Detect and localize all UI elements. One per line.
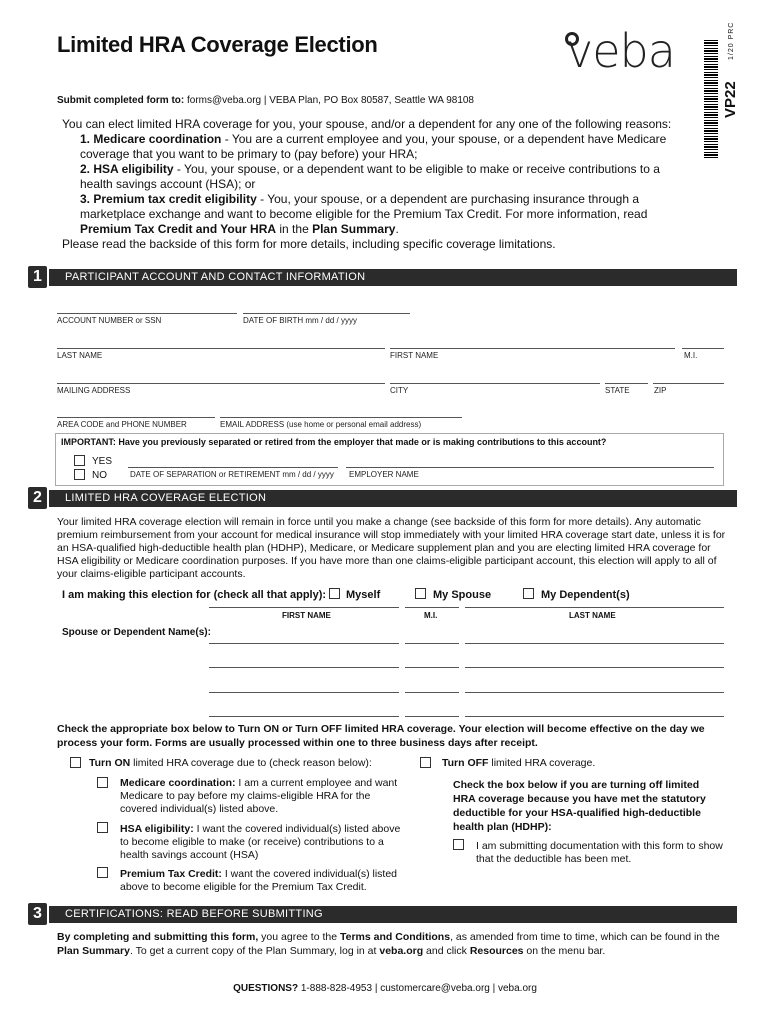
- first-name-field[interactable]: [390, 348, 675, 349]
- reason-text: - You, your spouse, or a dependent want to be eligible to make or receive contributions to a health savings account (HSA); or: [80, 162, 660, 191]
- last-name-label: LAST NAME: [57, 351, 103, 360]
- cert-text: you agree to the: [258, 931, 340, 943]
- form-code: VP22: [722, 81, 739, 118]
- turn-off-checkbox[interactable]: [420, 757, 431, 768]
- cert-bold: By completing and submitting this form,: [57, 931, 259, 943]
- phone-field[interactable]: [57, 417, 215, 418]
- account-number-field[interactable]: [57, 313, 237, 314]
- turn-off-label: [442, 757, 595, 769]
- deductible-met-label: I am submitting documentation with this form to show that the deductible has been met.: [476, 840, 723, 865]
- reason-link-text: Premium Tax Credit and Your HRA: [80, 222, 277, 236]
- turn-on-bold: Turn ON: [89, 757, 131, 769]
- form-revision: 1/20 PRC: [728, 21, 735, 60]
- barcode-icon: [704, 40, 718, 158]
- reason-item: [80, 192, 692, 237]
- submit-instructions: [57, 95, 474, 106]
- footer-contact: [0, 983, 770, 994]
- election-paragraph: Your limited HRA coverage election will remain in force until you make a change (see backside of this form for more details). Any automatic premium reimbursement from your account for medical insurance will stop immediately with your limited HRA coverage start date, unless it is for an HSA-qualified high-deductible health plan (HDHP), Medicare, or Medicare supplement plan and you are electing limited HRA coverage for HSA eligibility or Medicare coordination purposes. If you have more than one claims-eligible participant account, this election will apply to all of your claims-eligible participant accounts.: [57, 516, 726, 580]
- medicare-coordination-reason: [120, 777, 410, 816]
- turn-off-text: limited HRA coverage.: [488, 757, 596, 769]
- veba-logo: [560, 24, 680, 78]
- reason-title: Premium tax credit eligibility: [93, 192, 257, 206]
- turn-on-label: [89, 757, 372, 769]
- mailing-address-field[interactable]: [57, 383, 385, 384]
- city-field[interactable]: [390, 383, 600, 384]
- employer-name-field[interactable]: [346, 467, 714, 468]
- check-instruction: Check the appropriate box below to Turn ON or Turn OFF limited HRA coverage. Your election will become effective on the day we process your form. Forms are usually processed within one to three business days after receipt.: [57, 723, 705, 749]
- no-label: NO: [92, 470, 107, 481]
- turn-on-checkbox[interactable]: [70, 757, 81, 768]
- dependent-mi-field[interactable]: [405, 643, 459, 644]
- reason-number: 3.: [80, 192, 91, 206]
- dob-label: DATE OF BIRTH mm / dd / yyyy: [243, 316, 357, 325]
- dependent-mi-field[interactable]: [405, 692, 459, 693]
- section-number: 1: [28, 266, 47, 288]
- election-for-label: I am making this election for (check all that apply):: [62, 589, 327, 601]
- city-label: CITY: [390, 386, 409, 395]
- first-name-column-header: FIRST NAME: [282, 611, 331, 620]
- section-header: PARTICIPANT ACCOUNT AND CONTACT INFORMATION: [49, 269, 737, 286]
- premium-tax-credit-checkbox[interactable]: [97, 867, 108, 878]
- email-label: EMAIL ADDRESS (use home or personal email address): [220, 420, 422, 429]
- myself-checkbox[interactable]: [329, 588, 340, 599]
- dependents-label: My Dependent(s): [541, 589, 630, 601]
- contact-info: 1-888-828-4953 | customercare@veba.org | veba.org: [300, 983, 537, 994]
- hsa-eligibility-reason: [120, 823, 410, 862]
- name-column-rule: [465, 607, 724, 608]
- account-number-label: ACCOUNT NUMBER or SSN: [57, 316, 162, 325]
- last-name-column-header: LAST NAME: [569, 611, 616, 620]
- medicare-coordination-checkbox[interactable]: [97, 777, 108, 788]
- reason-text-tail: in the: [276, 222, 313, 236]
- certification-text: [57, 930, 727, 958]
- dependent-last-name-field[interactable]: [465, 692, 724, 693]
- first-name-label: FIRST NAME: [390, 351, 439, 360]
- dob-field[interactable]: [243, 313, 410, 314]
- page-title: Limited HRA Coverage Election: [57, 32, 378, 57]
- hsa-eligibility-checkbox[interactable]: [97, 822, 108, 833]
- dependent-first-name-field[interactable]: [209, 667, 399, 668]
- terms-and-conditions-text: Terms and Conditions: [340, 931, 451, 943]
- reason-title: Premium Tax Credit:: [120, 868, 222, 880]
- reason-number: 2.: [80, 162, 91, 176]
- section-number: 3: [28, 903, 47, 925]
- name-column-rule: [209, 607, 399, 608]
- mi-column-header: M.I.: [424, 611, 438, 620]
- myself-label: Myself: [346, 589, 381, 601]
- reason-title: HSA eligibility: [93, 162, 174, 176]
- dependent-last-name-field[interactable]: [465, 667, 724, 668]
- yes-label: YES: [92, 456, 113, 467]
- employer-name-label: EMPLOYER NAME: [349, 470, 419, 479]
- veba-org-text: veba.org: [379, 945, 424, 957]
- reason-item: [80, 132, 692, 162]
- dependent-mi-field[interactable]: [405, 667, 459, 668]
- reason-text: I want the covered individual(s) listed above to become eligible to make (or receive) contributions to a health savings account (HSA): [120, 823, 401, 861]
- turn-off-instruction: Check the box below if you are turning off limited HRA coverage because you have met the statutory deductible for your HSA-qualified high-deductible health plan (HDHP):: [453, 779, 706, 833]
- turn-on-text: limited HRA coverage due to (check reason below):: [130, 757, 372, 769]
- mailing-address-label: MAILING ADDRESS: [57, 386, 131, 395]
- cert-text: and click: [423, 945, 470, 957]
- premium-tax-credit-reason: [120, 868, 410, 894]
- zip-field[interactable]: [653, 383, 724, 384]
- state-field[interactable]: [605, 383, 648, 384]
- dependent-first-name-field[interactable]: [209, 643, 399, 644]
- email-field[interactable]: [220, 417, 462, 418]
- reason-title: Medicare coordination: [93, 132, 222, 146]
- last-name-field[interactable]: [57, 348, 385, 349]
- dependent-first-name-field[interactable]: [209, 716, 399, 717]
- reason-item: [80, 162, 692, 192]
- dependent-mi-field[interactable]: [405, 716, 459, 717]
- dependents-checkbox[interactable]: [523, 588, 534, 599]
- spouse-checkbox[interactable]: [415, 588, 426, 599]
- plan-summary-text: Plan Summary: [57, 945, 130, 957]
- cert-text: on the menu bar.: [523, 945, 606, 957]
- separation-date-field[interactable]: [128, 467, 338, 468]
- dependent-names-label: Spouse or Dependent Name(s):: [62, 627, 211, 638]
- phone-label: AREA CODE and PHONE NUMBER: [57, 420, 187, 429]
- section-header: CERTIFICATIONS: READ BEFORE SUBMITTING: [49, 906, 737, 923]
- logo-text: veba: [566, 24, 675, 78]
- reason-text: - You, your spouse, or a dependent are purchasing insurance through a marketplace exchange and want to become eligible for the Premium Tax Credit. For more information, read: [80, 192, 648, 221]
- reason-text: I am a current employee and want Medicare to pay before my claims-eligible HRA for the covered individual(s) listed above.: [120, 777, 398, 815]
- dependent-first-name-field[interactable]: [209, 692, 399, 693]
- deductible-met-checkbox[interactable]: [453, 839, 464, 850]
- name-column-rule: [405, 607, 459, 608]
- reason-text: - You are a current employee and you, your spouse, or a dependent have Medicare coverage that you want to be primary to (pay before) your HRA;: [80, 132, 667, 161]
- yes-checkbox[interactable]: [74, 455, 85, 466]
- turn-off-bold: Turn OFF: [442, 757, 489, 769]
- mi-field[interactable]: [682, 348, 724, 349]
- dependent-last-name-field[interactable]: [465, 643, 724, 644]
- important-question: IMPORTANT: Have you previously separated or retired from the employer that made or is making contributions to this account?: [61, 437, 607, 447]
- reason-plan-summary: Plan Summary: [312, 222, 396, 236]
- questions-label: QUESTIONS?: [233, 983, 299, 994]
- intro-closing: Please read the backside of this form for more details, including specific coverage limitations.: [62, 237, 556, 251]
- reason-text: I want the covered individual(s) listed above to become eligible for the Premium Tax Credit.: [120, 868, 398, 893]
- reason-title: HSA eligibility:: [120, 823, 194, 835]
- submit-label: Submit completed form to:: [57, 95, 185, 106]
- intro-block: [62, 117, 692, 252]
- resources-text: Resources: [469, 945, 524, 957]
- section-header: LIMITED HRA COVERAGE ELECTION: [49, 490, 737, 507]
- reason-number: 1.: [80, 132, 91, 146]
- cert-text: , as amended from time to time, which can be found in the: [450, 931, 720, 943]
- separation-date-label: DATE OF SEPARATION or RETIREMENT mm / dd / yyyy: [130, 470, 334, 479]
- reason-text-end: .: [395, 222, 399, 236]
- state-label: STATE: [605, 386, 630, 395]
- dependent-last-name-field[interactable]: [465, 716, 724, 717]
- mi-label: M.I.: [684, 351, 698, 360]
- intro-lead: You can elect limited HRA coverage for you, your spouse, and/or a dependent for any one of the following reasons:: [62, 117, 672, 131]
- reason-title: Medicare coordination:: [120, 777, 236, 789]
- zip-label: ZIP: [654, 386, 667, 395]
- no-checkbox[interactable]: [74, 469, 85, 480]
- spouse-label: My Spouse: [433, 589, 492, 601]
- cert-text: . To get a current copy of the Plan Summary, log in at: [129, 945, 380, 957]
- submit-address: forms@veba.org | VEBA Plan, PO Box 80587, Seattle WA 98108: [187, 95, 474, 106]
- section-number: 2: [28, 487, 47, 509]
